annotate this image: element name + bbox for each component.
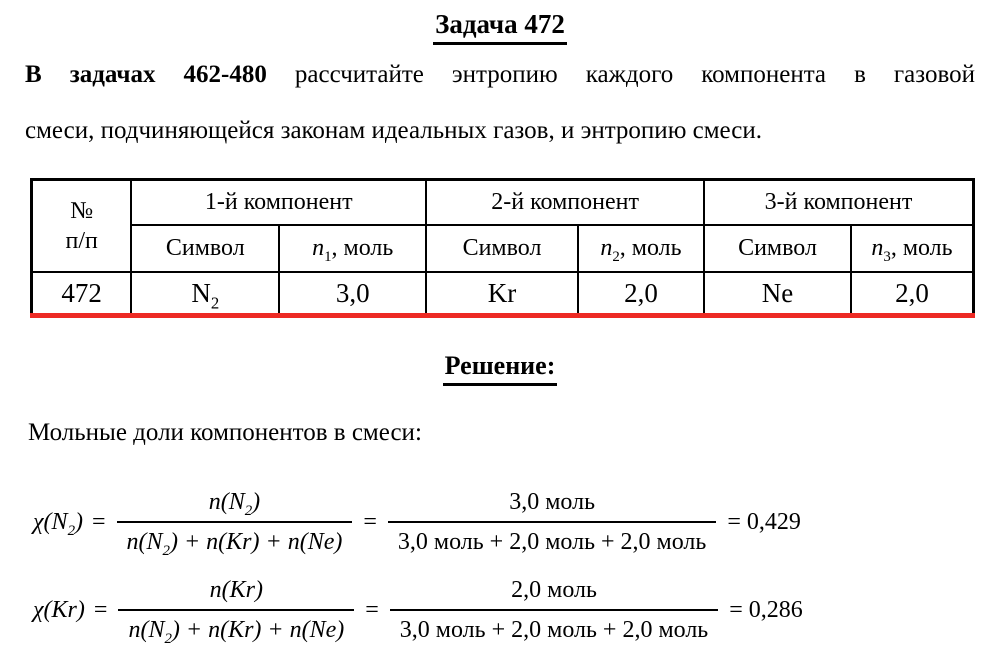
number-sign-line2: п/п <box>65 228 98 254</box>
formula2-val-denominator: 3,0 моль + 2,0 моль + 2,0 моль <box>390 609 718 645</box>
f1-den-sub: 2 <box>162 542 170 559</box>
number-sign: № <box>70 198 94 224</box>
intro-line1-rest: рассчитайте энтропию каждого компонента в газовой <box>266 61 976 88</box>
equals-sign: = <box>92 509 106 535</box>
table-header-number <box>32 180 132 273</box>
formula2-numeric-fraction <box>390 575 718 645</box>
formula2-sym-denominator <box>118 609 354 645</box>
formula1-lhs-close: ) <box>75 509 83 535</box>
f1-den-p1: n(N <box>126 529 163 555</box>
formula2-result: = 0,286 <box>729 597 803 623</box>
formula2-val-numerator: 2,0 моль <box>511 577 597 603</box>
subheader-symbol-1: Символ <box>131 225 279 272</box>
formula2-lhs-text: χ(Kr <box>33 597 77 623</box>
f1-num-sub: 2 <box>244 502 253 519</box>
intro-line-2: смеси, подчиняющейся законам идеальных газов, и энтропию смеси. <box>25 117 762 144</box>
formula1-lhs-text: χ(N <box>33 509 68 535</box>
table-header-component-3: 3-й компонент <box>704 180 973 226</box>
page-title: Задача 472 <box>433 10 567 45</box>
table-data-row <box>32 272 974 316</box>
var-n1-sub: 1 <box>324 248 332 265</box>
formula1-lhs <box>33 507 83 537</box>
formula1-sym-denominator <box>117 521 353 557</box>
f2-den-p2: ) + n(Kr) + n(Ne) <box>171 617 345 643</box>
f1-num-p2: ) <box>252 489 261 515</box>
cell-n2-value: 2,0 <box>578 272 704 316</box>
subheader-n3 <box>851 225 974 272</box>
intro-bold-range: В задачах 462-480 <box>25 61 267 88</box>
subheader-n1 <box>279 225 426 272</box>
f2-den-p1: n(N <box>128 617 165 643</box>
var-n3-unit: , моль <box>890 235 953 261</box>
formula1-lhs-sub: 2 <box>67 522 75 539</box>
f2-num-p1: n(Kr <box>209 577 256 603</box>
var-n2: n <box>600 235 613 261</box>
table-header-component-2: 2-й компонент <box>426 180 704 226</box>
table-header-component-1: 1-й компонент <box>131 180 426 226</box>
table-header-row-groups <box>32 180 974 226</box>
formula1-sym-numerator <box>199 487 270 521</box>
var-n1-unit: , моль <box>331 235 394 261</box>
var-n1: n <box>312 235 325 261</box>
formula2-sym-numerator <box>200 575 273 609</box>
formula2-symbolic-fraction <box>118 575 354 645</box>
f1-den-p2: ) + n(Kr) + n(Ne) <box>169 529 343 555</box>
symbol-1: N <box>191 277 211 308</box>
f2-num-p2: ) <box>255 577 264 603</box>
cell-symbol-1 <box>131 272 279 316</box>
title-row <box>0 10 1000 45</box>
formula1-result: = 0,429 <box>727 509 801 535</box>
formula1-numeric-fraction <box>388 487 716 557</box>
table-subheader-row <box>32 225 974 272</box>
solution-heading-row <box>0 352 1000 386</box>
formula2-lhs <box>33 595 85 625</box>
equals-sign: = <box>93 597 108 623</box>
cell-n1-value: 3,0 <box>279 272 426 316</box>
symbol-1-sub: 2 <box>210 292 220 312</box>
subheader-n2 <box>578 225 704 272</box>
equals-sign: = <box>363 509 377 535</box>
cell-symbol-2 <box>426 272 578 316</box>
formula1-val-numerator: 3,0 моль <box>509 489 596 515</box>
formula1-val-denominator: 3,0 моль + 2,0 моль + 2,0 моль <box>388 521 716 557</box>
formula1-symbolic-fraction <box>117 487 353 557</box>
cell-symbol-3 <box>704 272 851 316</box>
var-n2-unit: , моль <box>619 235 682 261</box>
f1-num-p1: n(N <box>208 489 245 515</box>
intro-line-1 <box>25 60 975 90</box>
formula2-lhs-close: ) <box>76 597 85 623</box>
formula-mole-fraction-kr <box>33 575 803 645</box>
subheader-symbol-2: Символ <box>426 225 578 272</box>
var-n2-sub: 2 <box>612 248 620 265</box>
subheader-symbol-3: Символ <box>704 225 851 272</box>
f2-den-sub: 2 <box>164 630 172 647</box>
var-n3-sub: 3 <box>883 248 891 265</box>
cell-n3-value: 2,0 <box>851 272 974 316</box>
solution-intro: Мольные доли компонентов в смеси: <box>28 419 422 446</box>
solution-heading: Решение: <box>443 352 558 386</box>
symbol-3: Ne <box>761 277 794 308</box>
var-n3: n <box>871 235 884 261</box>
equals-sign: = <box>365 597 379 623</box>
symbol-2: Kr <box>487 277 517 308</box>
formula-mole-fraction-n2 <box>33 487 801 557</box>
components-table <box>30 178 975 318</box>
cell-problem-number: 472 <box>32 272 132 316</box>
